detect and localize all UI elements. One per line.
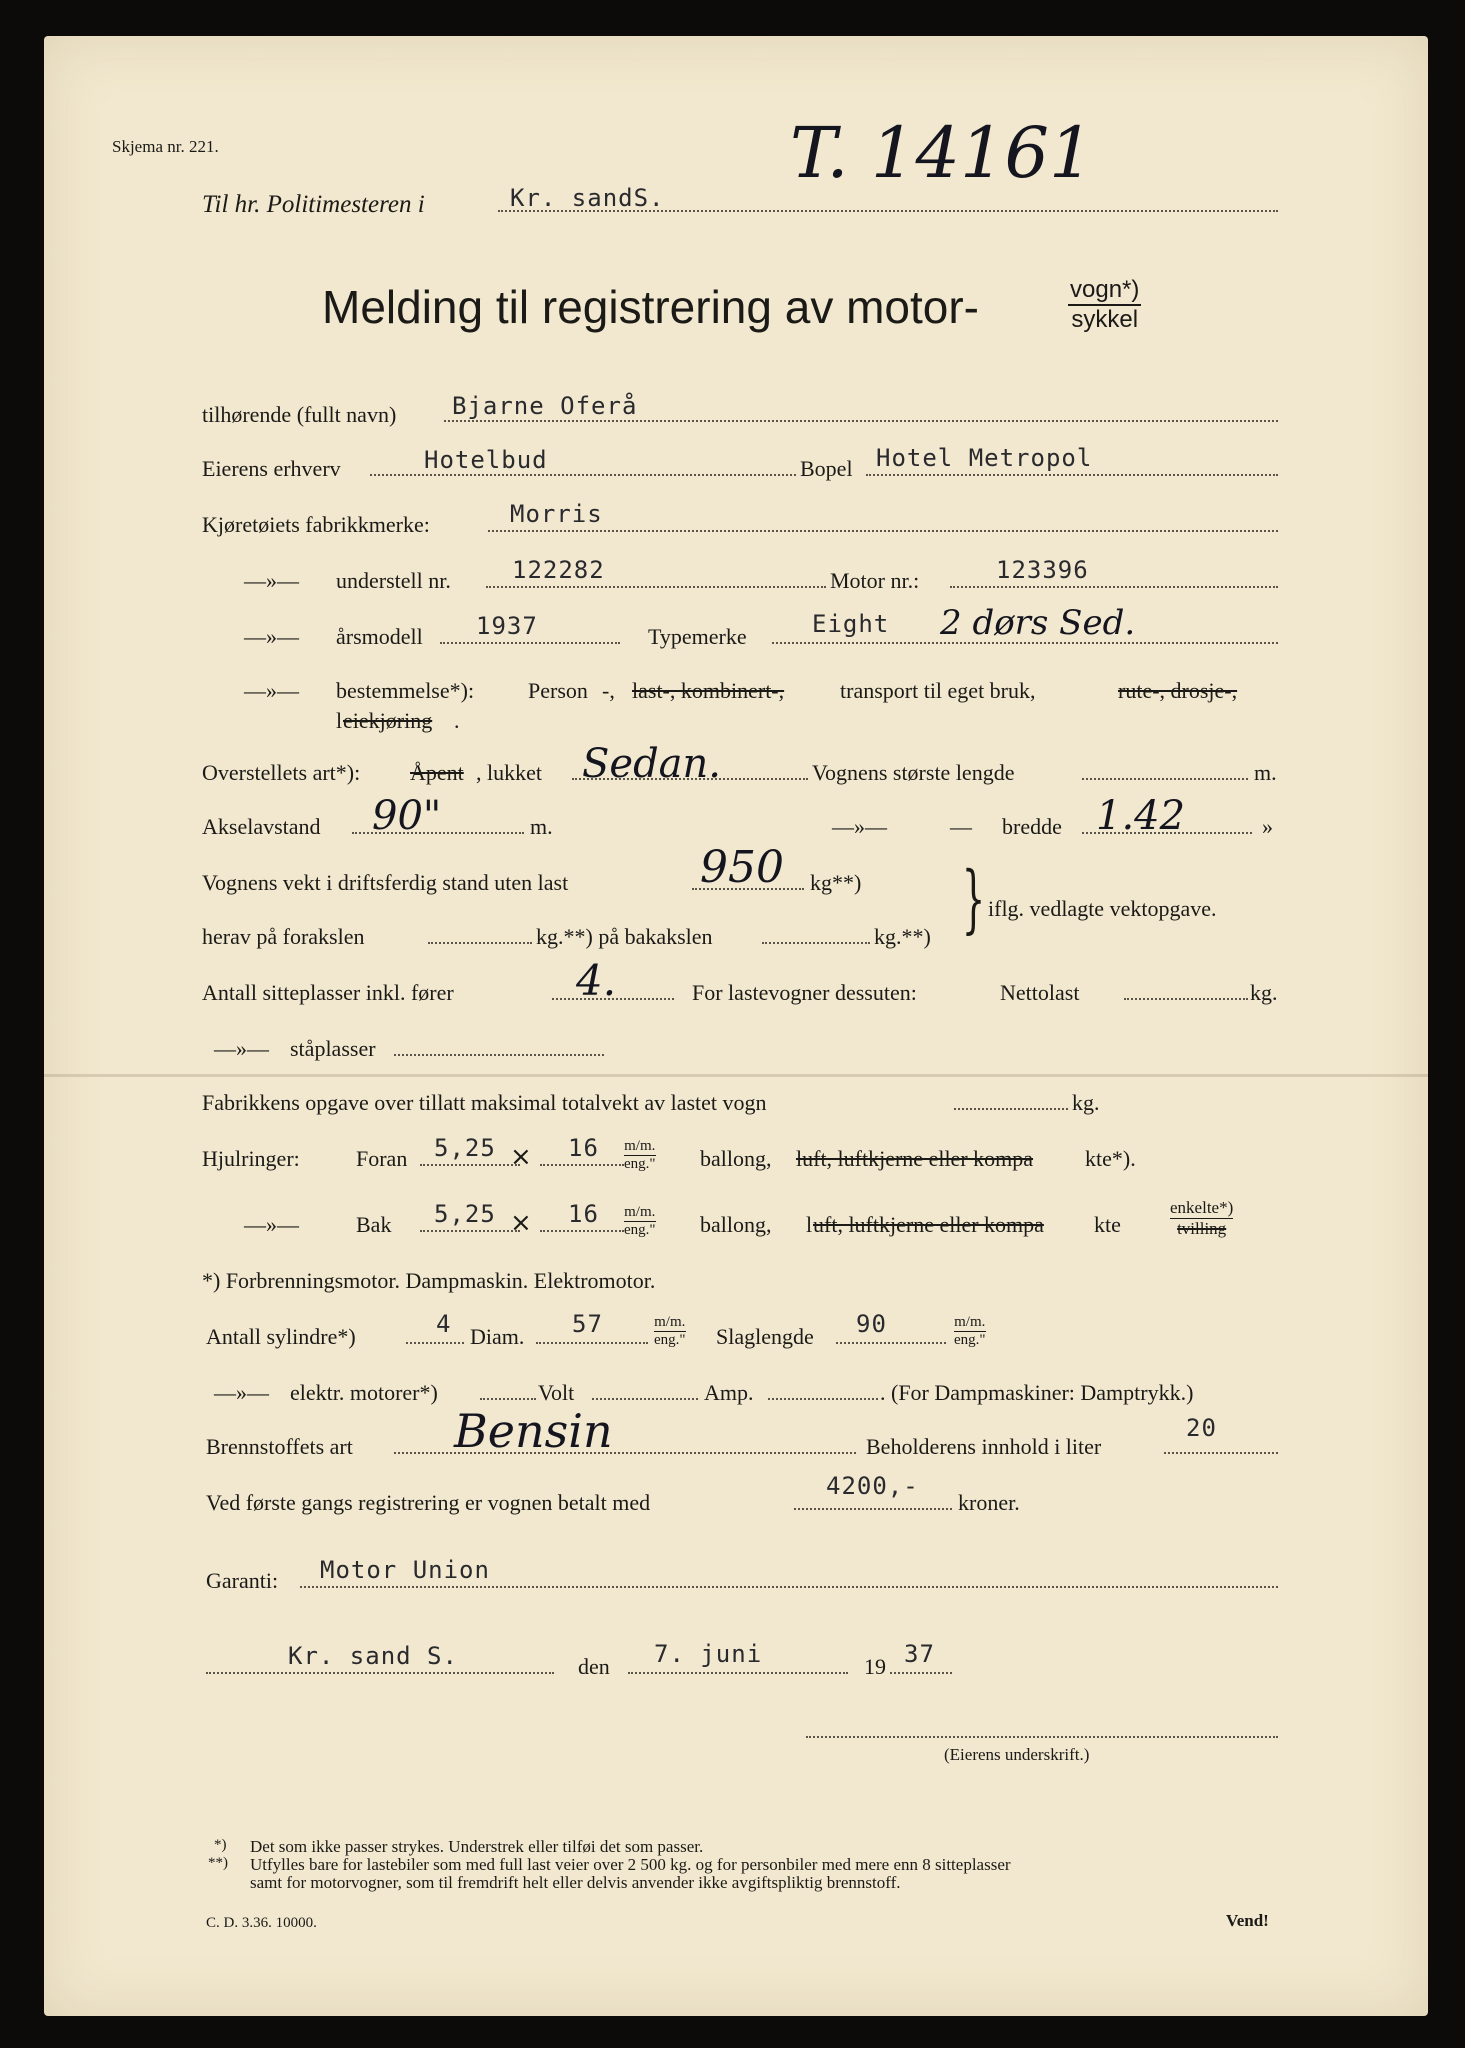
volt-line — [592, 1398, 698, 1400]
title-fraction — [1068, 276, 1141, 334]
type-label: Typemerke — [648, 624, 747, 649]
chassis-line — [486, 586, 826, 588]
stroke-line — [836, 1342, 946, 1344]
form-number: Skjema nr. 221. — [112, 137, 219, 156]
stroke-unit-bottom: eng." — [954, 1332, 986, 1349]
footnote-1: Det som ikke passer strykes. Understrek eller tilføi det som passer. — [250, 1837, 704, 1856]
model-year-value: 1937 — [476, 612, 538, 640]
width-dash: — — [950, 814, 972, 839]
signature-den: den — [578, 1654, 610, 1679]
net-load-unit: kg. — [1250, 980, 1278, 1005]
weight-note: iflg. vedlagte vektopgave. — [988, 896, 1217, 921]
diameter-line — [536, 1342, 648, 1344]
weight-label: Vognens vekt i driftsferdig stand uten last — [202, 870, 569, 895]
width-value: 1.42 — [1096, 793, 1186, 839]
diameter-label: Diam. — [470, 1324, 525, 1349]
rear-unit-fraction — [624, 1204, 656, 1240]
signature-place: Kr. sand S. — [288, 1642, 458, 1670]
purpose-person: Person — [528, 678, 588, 703]
addressee-label: Til hr. Politimesteren i — [202, 191, 425, 218]
diameter-unit-top: m/m. — [654, 1314, 686, 1332]
electric-line — [480, 1398, 536, 1400]
rear-width-value: 5,25 — [434, 1200, 496, 1228]
owner-signature-line — [806, 1736, 1278, 1738]
type-value: Eight — [812, 610, 890, 638]
make-label: Kjøretøiets fabrikkmerke: — [202, 512, 430, 537]
turn-over: Vend! — [1226, 1911, 1269, 1930]
form-sheet — [44, 36, 1428, 2016]
weight-unit: kg**) — [810, 870, 862, 895]
rear-end: kte — [1094, 1212, 1121, 1237]
ditto-purpose: —»— — [244, 678, 299, 703]
standing-line — [394, 1054, 604, 1056]
rear-wheel-label: Bak — [356, 1212, 392, 1237]
signature-date: 7. juni — [654, 1640, 763, 1668]
net-load-line — [1124, 998, 1248, 1000]
front-balloon: ballong, — [700, 1146, 772, 1171]
front-unit-fraction — [624, 1138, 656, 1174]
date-line — [628, 1672, 848, 1674]
cylinders-label: Antall sylindre*) — [206, 1324, 356, 1349]
archive-number: T. 14161 — [790, 112, 1094, 194]
signature-year-prefix: 19 — [864, 1654, 886, 1679]
rear-width-line — [420, 1230, 520, 1232]
engine-number-label: Motor nr.: — [830, 568, 920, 593]
engine-number-line — [950, 586, 1278, 588]
purpose-line2-struck: eiekjøring — [343, 708, 433, 733]
print-code: C. D. 3.36. 10000. — [206, 1915, 317, 1931]
length-unit: m. — [1254, 760, 1277, 785]
footnote-mark-1: *) — [214, 1837, 227, 1853]
weight-value: 950 — [700, 842, 784, 893]
rear-axle-unit: kg.**) — [874, 924, 931, 949]
front-width-value: 5,25 — [434, 1134, 496, 1162]
engine-types: *) Forbrenningsmotor. Dampmaskin. Elektromotor. — [202, 1268, 656, 1293]
width-unit: » — [1262, 814, 1273, 839]
length-line — [1082, 778, 1248, 780]
front-diam-line — [540, 1164, 624, 1166]
chassis-value: 122282 — [512, 556, 605, 584]
guarantee-value: Motor Union — [320, 1556, 490, 1584]
front-axle-label: herav på forakslen — [202, 924, 365, 949]
front-width-line — [420, 1164, 520, 1166]
diameter-unit-fraction — [654, 1314, 686, 1350]
ditto-chassis: —»— — [244, 568, 299, 593]
rear-l: l — [806, 1212, 813, 1237]
price-unit: kroner. — [958, 1490, 1020, 1515]
ditto-standing: —»— — [214, 1036, 269, 1061]
rear-axle-line — [762, 942, 870, 944]
stroke-unit-fraction — [954, 1314, 986, 1350]
price-value: 4200,- — [826, 1472, 919, 1500]
rear-balloon: ballong, — [700, 1212, 772, 1237]
fuel-label: Brennstoffets art — [206, 1434, 353, 1459]
purpose-transport: transport til eget bruk, — [840, 678, 1036, 703]
standing-label: ståplasser — [290, 1036, 376, 1061]
ditto-model-year: —»— — [244, 624, 299, 649]
truck-label: For lastevogner dessuten: — [692, 980, 917, 1005]
rear-unit-top: m/m. — [624, 1204, 656, 1222]
paper-fold — [44, 1074, 1428, 1077]
amp-line — [768, 1398, 878, 1400]
rear-diam-value: 16 — [568, 1200, 599, 1228]
weight-brace: } — [961, 856, 986, 942]
make-value: Morris — [510, 500, 603, 528]
stroke-unit-top: m/m. — [954, 1314, 986, 1332]
ditto-rear: —»— — [244, 1212, 299, 1237]
footnote-mark-2: **) — [208, 1855, 228, 1871]
front-axle-unit: kg.**) på bakakslen — [536, 924, 713, 949]
body-closed-value: Sedan. — [582, 741, 722, 787]
stroke-value: 90 — [856, 1310, 887, 1338]
occupation-label: Eierens erhverv — [202, 456, 341, 481]
footnote-2b: samt for motorvogner, som til fremdrift helt eller delvis anvender ikke avgiftspliktig brennstoff. — [250, 1873, 901, 1892]
type-handwritten: 2 dørs Sed. — [940, 603, 1136, 643]
net-load-label: Nettolast — [1000, 980, 1080, 1005]
body-label: Overstellets art*): — [202, 760, 361, 785]
tire-twin-struck: tvilling — [1177, 1218, 1227, 1238]
residence-label: Bopel — [800, 456, 853, 481]
width-label: bredde — [1002, 814, 1062, 839]
body-closed-label: , lukket — [476, 760, 542, 785]
purpose-struck: last-, kombinert-, — [632, 678, 785, 703]
price-label: Ved første gangs registrering er vognen betalt med — [206, 1490, 651, 1515]
front-unit-bottom: eng." — [624, 1156, 656, 1173]
addressee-value: Kr. sandS. — [510, 184, 665, 212]
model-year-line — [440, 642, 620, 644]
owner-name-value: Bjarne Oferå — [452, 392, 638, 420]
signature-caption: (Eierens underskrift.) — [944, 1745, 1090, 1764]
seats-value: 4. — [576, 956, 617, 1005]
body-open-struck: Åpent — [410, 760, 464, 785]
wheelbase-unit: m. — [530, 814, 553, 839]
footnote-2a: Utfylles bare for lastebiler som med full last veier over 2 500 kg. og for personbiler med mere enn 8 sitteplasser — [250, 1855, 1011, 1874]
residence-line — [866, 474, 1278, 476]
place-line — [206, 1672, 554, 1674]
diameter-unit-bottom: eng." — [654, 1332, 686, 1349]
owner-name-label: tilhørende (fullt navn) — [202, 402, 397, 427]
purpose-suffix: -, — [602, 678, 615, 703]
model-year-label: årsmodell — [336, 624, 423, 649]
purpose-label: bestemmelse*): — [336, 678, 475, 703]
steam-label: . (For Dampmaskiner: Damptrykk.) — [880, 1380, 1194, 1405]
engine-number-value: 123396 — [996, 556, 1089, 584]
stroke-label: Slaglengde — [716, 1324, 814, 1349]
chassis-label: understell nr. — [336, 568, 451, 593]
electric-label: elektr. motorer*) — [290, 1380, 438, 1405]
cylinders-value: 4 — [436, 1310, 452, 1338]
purpose-line2-end: . — [454, 708, 460, 733]
year-line — [890, 1672, 952, 1674]
front-struck: luft, luftkjerne eller kompa — [796, 1146, 1034, 1171]
tank-value: 20 — [1186, 1414, 1217, 1442]
max-weight-unit: kg. — [1072, 1090, 1100, 1115]
ditto-electric: —»— — [214, 1380, 269, 1405]
occupation-line — [370, 474, 796, 476]
price-line — [794, 1508, 952, 1510]
front-diam-value: 16 — [568, 1134, 599, 1162]
amp-label: Amp. — [704, 1380, 754, 1405]
wheelbase-value: 90" — [372, 793, 442, 839]
purpose-struck-2: rute-, drosje-, — [1118, 678, 1238, 703]
occupation-value: Hotelbud — [424, 446, 548, 474]
rear-unit-bottom: eng." — [624, 1222, 656, 1239]
front-unit-top: m/m. — [624, 1138, 656, 1156]
make-line — [488, 530, 1278, 532]
max-weight-label: Fabrikkens opgave over tillatt maksimal totalvekt av lastet vogn — [202, 1090, 767, 1115]
signature-year-suffix: 37 — [904, 1640, 935, 1668]
max-weight-line — [954, 1108, 1068, 1110]
tire-single: enkelte*) — [1170, 1198, 1234, 1217]
rear-diam-line — [540, 1230, 624, 1232]
front-end: kte*). — [1085, 1146, 1136, 1171]
rear-times-icon: × — [510, 1208, 532, 1238]
purpose-line2-l: l — [336, 708, 343, 733]
wheelbase-label: Akselavstand — [202, 814, 321, 839]
title-frac-top: vogn*) — [1068, 276, 1141, 306]
ditto-width: —»— — [832, 814, 887, 839]
front-times-icon: × — [510, 1142, 532, 1172]
owner-name-line — [444, 420, 1278, 422]
tank-label: Beholderens innhold i liter — [866, 1434, 1102, 1459]
form-title: Melding til registrering av motor- — [322, 281, 980, 333]
guarantee-line — [300, 1586, 1278, 1588]
tire-config-fraction — [1170, 1198, 1233, 1238]
fuel-value: Bensin — [454, 1404, 613, 1458]
title-frac-bottom: sykkel — [1071, 306, 1139, 333]
seats-label: Antall sitteplasser inkl. fører — [202, 980, 454, 1005]
length-label: Vognens største lengde — [812, 760, 1015, 785]
cylinders-line — [406, 1342, 464, 1344]
volt-label: Volt — [538, 1380, 575, 1405]
tank-line — [1164, 1452, 1278, 1454]
rear-struck: uft, luftkjerne eller kompa — [813, 1212, 1044, 1237]
diameter-value: 57 — [572, 1310, 603, 1338]
guarantee-label: Garanti: — [206, 1568, 279, 1593]
front-wheel-label: Foran — [356, 1146, 408, 1171]
residence-value: Hotel Metropol — [876, 444, 1093, 472]
wheels-label: Hjulringer: — [202, 1146, 300, 1171]
front-axle-line — [428, 942, 532, 944]
